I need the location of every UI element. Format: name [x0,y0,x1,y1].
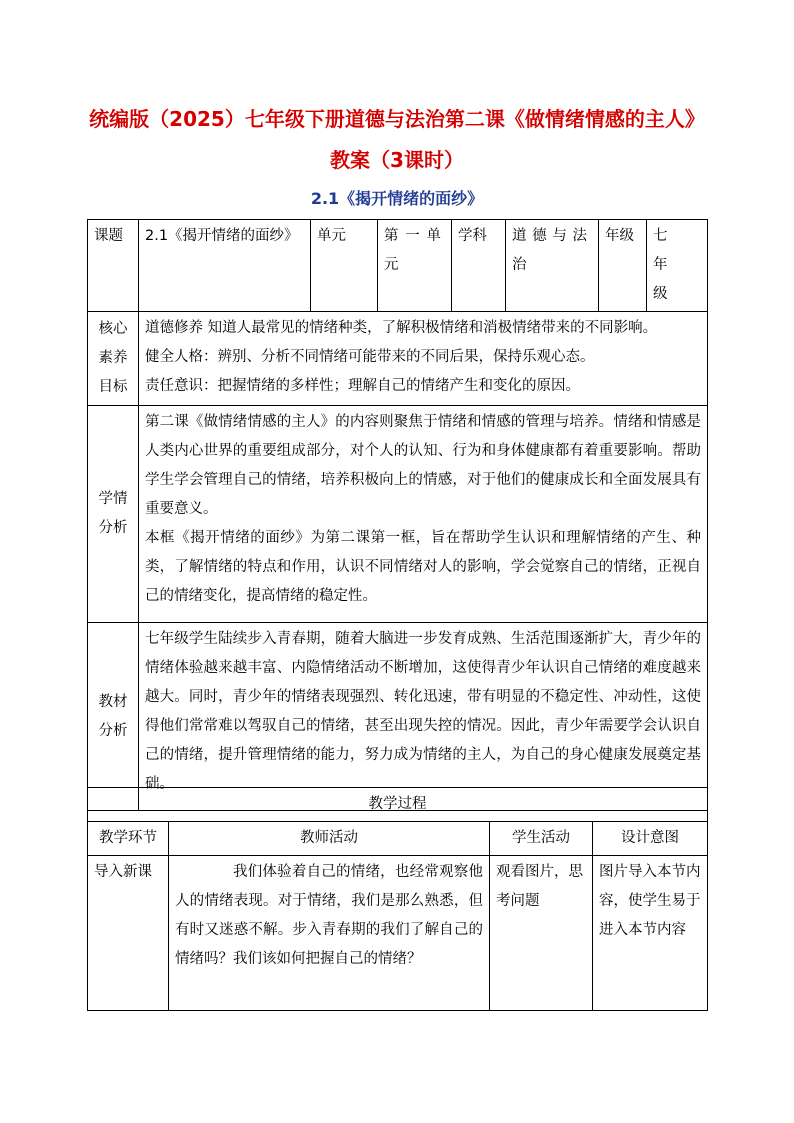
process-columns-row [88,822,708,856]
unit-value: 第一单元 [378,220,452,312]
subject-value: 道德与法治 [506,220,599,312]
col-design-header: 设计意图 [593,822,708,856]
info-row [88,220,708,312]
grade-value: 七年级 [647,220,708,312]
col-teacher-header: 教师活动 [169,822,490,856]
subject-label: 学科 [452,220,506,312]
process-header: 教学过程 [88,788,708,822]
material-analysis-content: 七年级学生陆续步入青春期，随着大脑进一步发育成熟、生活范围逐渐扩大，青少年的情绪体验越来越丰富、内隐情绪活动不断增加，这使得青少年认识自己情绪的难度越来越大。同时，青少年的情绪表现强烈、转化迅速，带有明显的不稳定性、冲动性，这使得他们常常难以驾驭自己的情绪，甚至出现失控的情况。因此，青少年需要学会认识自己的情绪，提升管理情绪的能力，努力成为情绪的主人，为自己的身心健康发展奠定基础。 [139,623,708,811]
student-analysis-row [88,406,708,623]
student-analysis-label: 学情分析 [88,406,139,623]
process-header-row [88,788,708,822]
student-analysis-content [139,406,708,623]
col-student-header: 学生活动 [490,822,593,856]
core-goals-row [88,312,708,406]
document-title-line1: 统编版（2025）七年级下册道德与法治第二课《做情绪情感的主人》 [89,107,705,131]
core-goals-label: 核心素养目标 [88,312,139,406]
teaching-process-table [87,787,708,1011]
document-title-line2: 教案（3课时） [330,148,464,172]
topic-label: 课题 [88,220,139,312]
process-row [88,856,708,1011]
core-goal-responsibility: 责任意识：把握情绪的多样性；理解自己的情绪产生和变化的原因。 [145,378,580,394]
core-goal-moral: 道德修养 知道人最常见的情绪种类，了解积极情绪和消极情绪带来的不同影响。 [145,320,658,336]
topic-value: 2.1《揭开情绪的面纱》 [139,220,311,312]
section-subtitle: 2.1《揭开情绪的面纱》 [310,189,484,208]
material-analysis-label: 教材分析 [88,623,139,811]
student-analysis-p2: 本框《揭开情绪的面纱》为第二课第一框，旨在帮助学生认识和理解情绪的产生、种类，了解情绪的特点和作用，认识不同情绪对人的影响，学会觉察自己的情绪，正视自己的情绪变化，提高情绪的稳定性。 [145,530,701,604]
stage-cell: 导入新课 [88,856,169,1011]
lesson-info-table [87,219,708,811]
col-stage-header: 教学环节 [88,822,169,856]
grade-label: 年级 [599,220,647,312]
material-analysis-row [88,623,708,811]
unit-label: 单元 [311,220,378,312]
student-activity-cell: 观看图片，思考问题 [490,856,593,1011]
core-goals-content [139,312,708,406]
design-intent-cell: 图片导入本节内容，使学生易于进入本节内容 [593,856,708,1011]
student-analysis-p1: 第二课《做情绪情感的主人》的内容则聚焦于情绪和情感的管理与培养。情绪和情感是人类内心世界的重要组成部分，对个人的认知、行为和身体健康都有着重要影响。帮助学生学会管理自己的情绪，培养积极向上的情感，对于他们的健康成长和全面发展具有重要意义。 [145,414,701,517]
core-goal-personality: 健全人格：辨别、分析不同情绪可能带来的不同后果，保持乐观心态。 [145,349,595,365]
teacher-activity-cell: 我们体验着自己的情绪，也经常观察他人的情绪表现。对于情绪，我们是那么熟悉，但有时又迷惑不解。步入青春期的我们了解自己的情绪吗？我们该如何把握自己的情绪？ [169,856,490,1011]
